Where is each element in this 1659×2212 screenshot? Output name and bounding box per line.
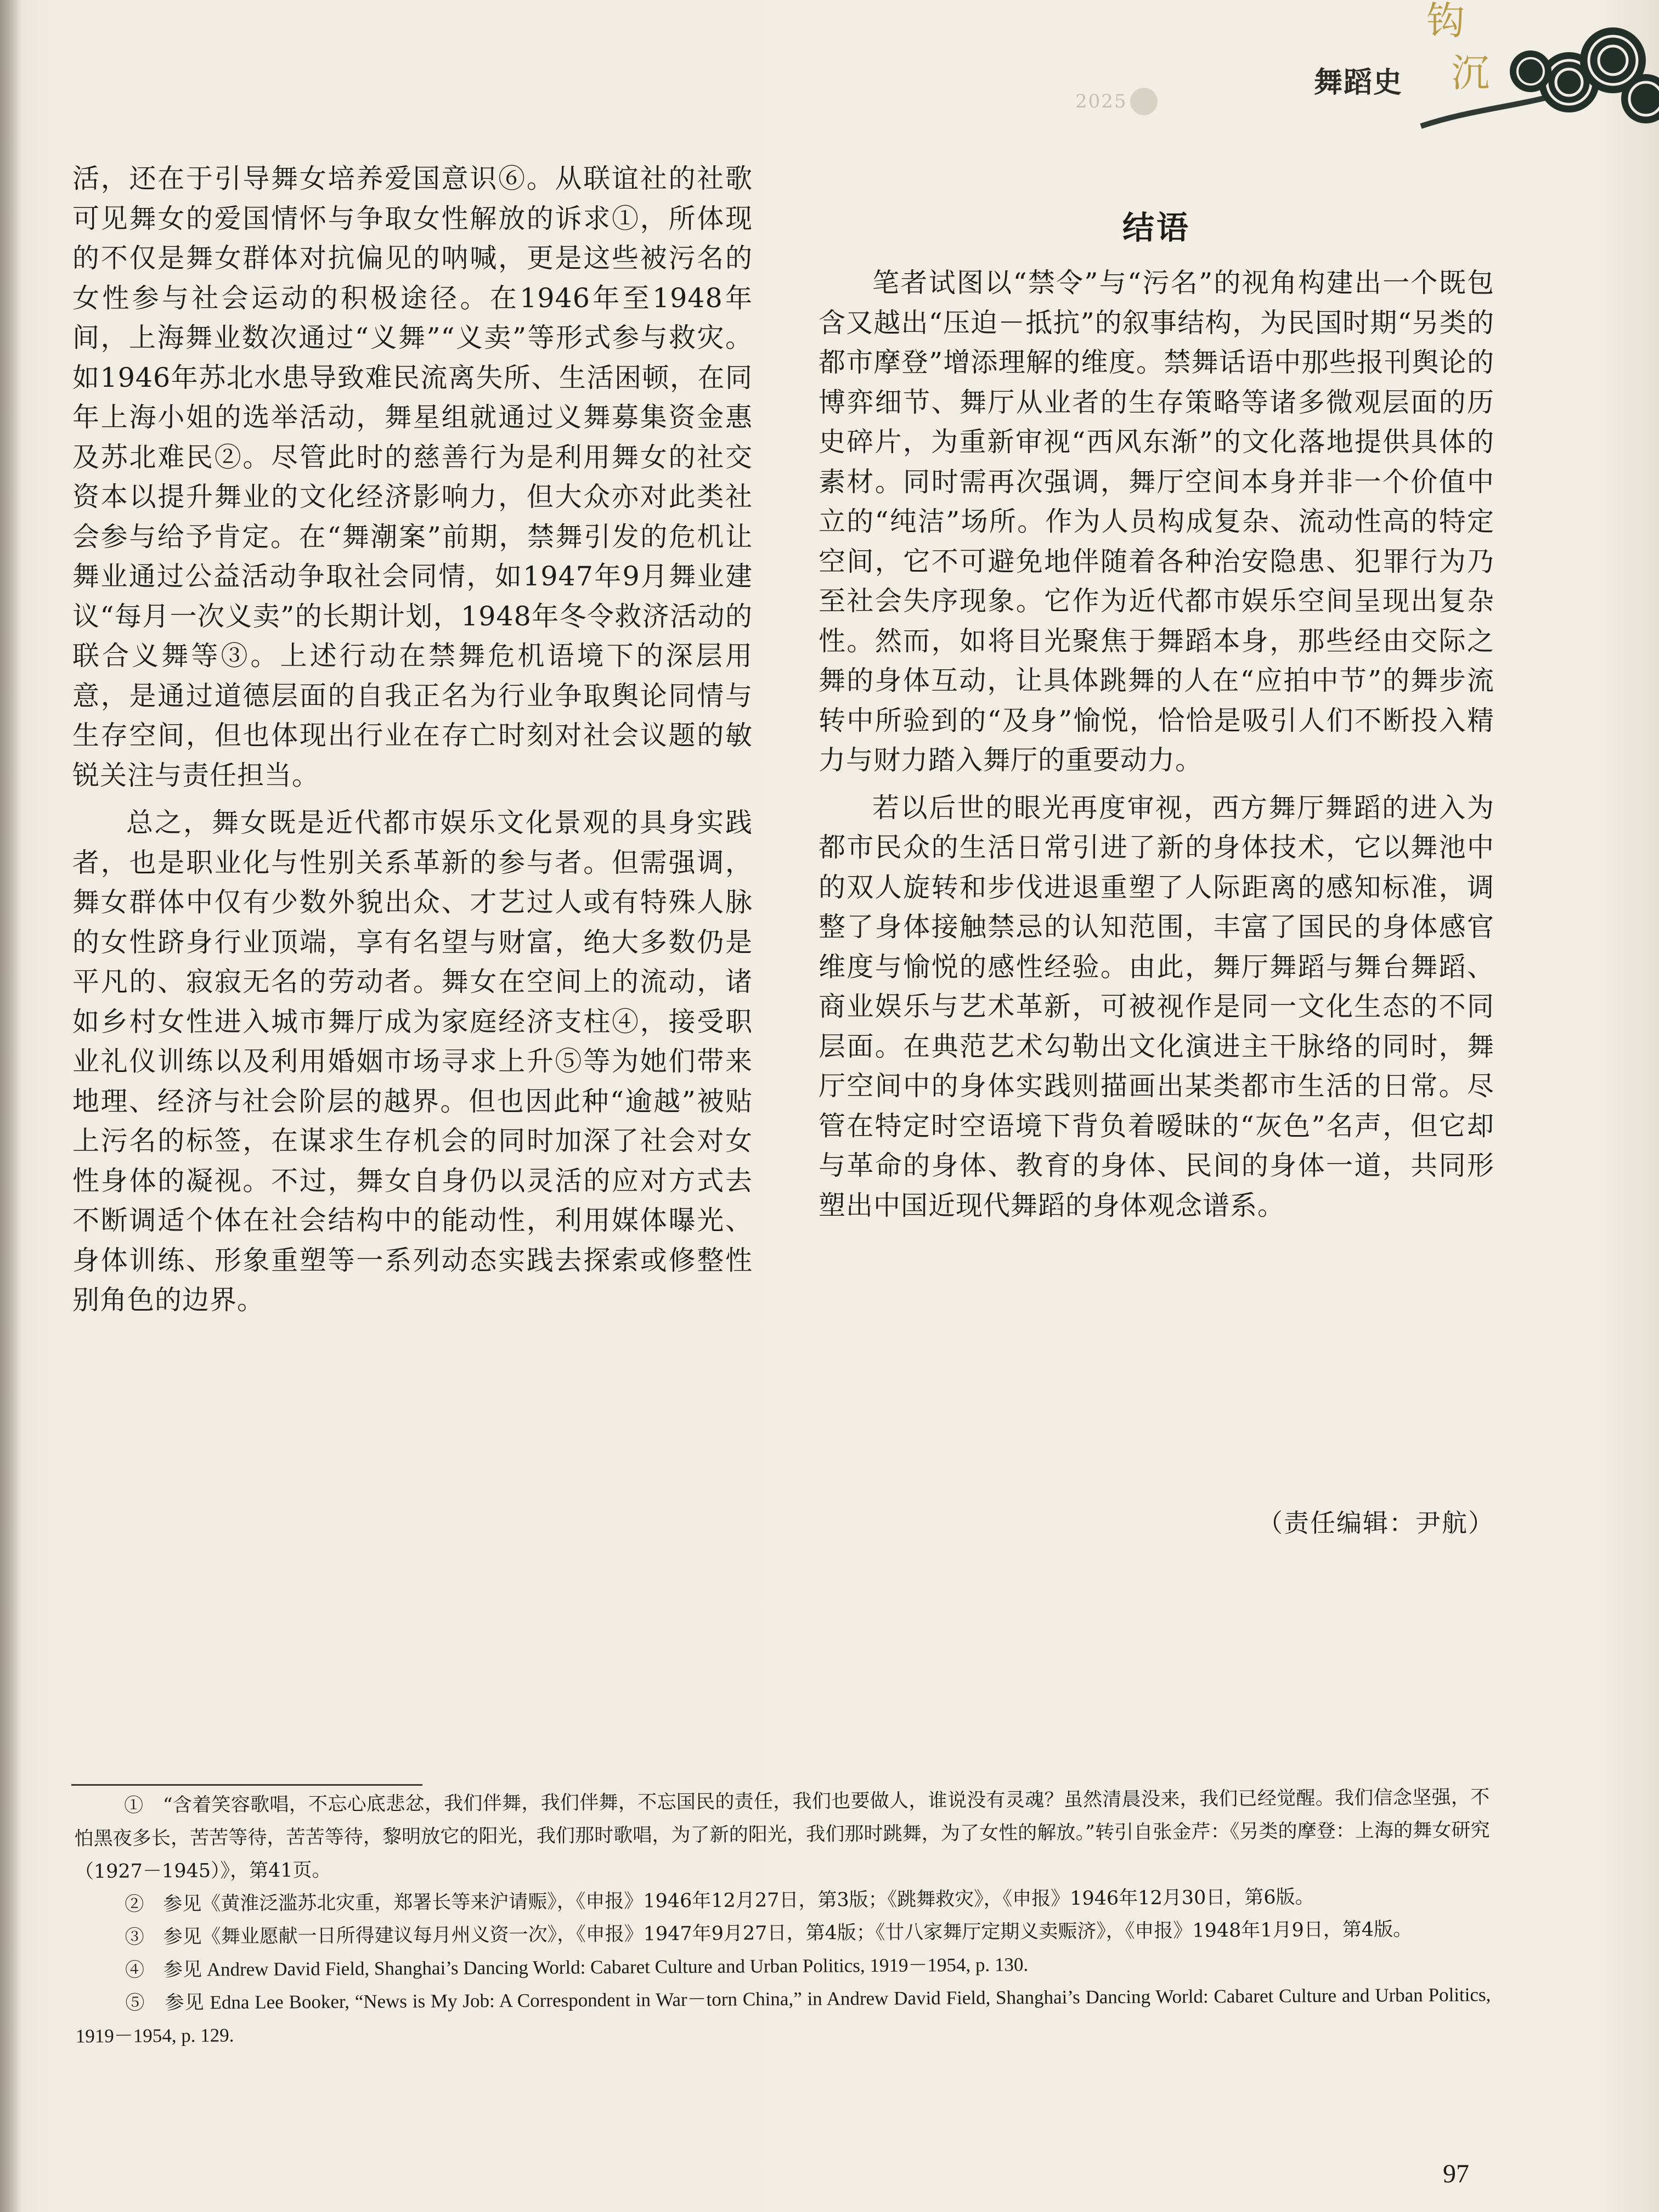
footnote-3: ③ 参见《舞业愿献一日所得建议每月州义资一次》，《申报》1947年9月27日，第4版；《廿八家舞厅定期义卖赈济》，《申报》1948年1月9日，第4版。 xyxy=(125,1918,1413,1949)
book-gutter-shadow xyxy=(0,0,22,2212)
left-column xyxy=(72,159,753,1321)
footnote-4: ④ 参见 Andrew David Field, Shanghai’s Dancing World: Cabaret Culture and Urban Politics, 1919－1954, p. 130. xyxy=(125,1954,1029,1981)
left-paragraph-2: 总之，舞女既是近代都市娱乐文化景观的具身实践者，也是职业化与性别关系革新的参与者。但需强调，舞女群体中仅有少数外貌出众、才艺过人或有特殊人脉的女性跻身行业顶端，享有名望与财富，绝大多数仍是平凡的、寂寂无名的劳动者。舞女在空间上的流动，诸如乡村女性进入城市舞厅成为家庭经济支柱④，接受职业礼仪训练以及利用婚姻市场寻求上升⑤等为她们带来地理、经济与社会阶层的越界。但也因此种“逾越”被贴上污名的标签，在谋求生存机会的同时加深了社会对女性身体的凝视。不过，舞女自身仍以灵活的应对方式去不断调适个体在社会结构中的能动性，利用媒体曝光、身体训练、形象重塑等一系列动态实践去探索或修整性别角色的边界。 xyxy=(72,807,753,1316)
footnotes xyxy=(74,1781,1491,2053)
conclusion-heading: 结语 xyxy=(1122,209,1190,246)
footnote-2: ② 参见《黄淮泛滥苏北灾重，郑署长等来沪请赈》，《申报》1946年12月27日，第3版；《跳舞救灾》，《申报》1946年12月30日，第6版。 xyxy=(125,1886,1314,1916)
page-number: 97 xyxy=(1443,2159,1469,2188)
brand-char-2: 沉 xyxy=(1451,50,1489,95)
right-paragraph-1: 笔者试图以“禁令”与“污名”的视角构建出一个既包含又越出“压迫－抵抗”的叙事结构，为民国时期“另类的都市摩登”增添理解的维度。禁舞话语中那些报刊舆论的博弈细节、舞厅从业者的生存策略等诸多微观层面的历史碎片，为重新审视“西风东渐”的文化落地提供具体的素材。同时需再次强调，舞厅空间本身并非一个价值中立的“纯洁”场所。作为人员构成复杂、流动性高的特定空间，它不可避免地伴随着各种治安隐患、犯罪行为乃至社会失序现象。它作为近代都市娱乐空间呈现出复杂性。然而，如将目光聚焦于舞蹈本身，那些经由交际之舞的身体互动，让具体跳舞的人在“应拍中节”的舞步流转中所验到的“及身”愉悦，恰恰是吸引人们不断投入精力与财力踏入舞厅的重要动力。 xyxy=(819,267,1494,776)
right-column xyxy=(819,263,1494,1226)
footnote-rule xyxy=(71,1784,422,1786)
responsible-editor: （责任编辑：尹航） xyxy=(1257,1508,1494,1538)
footnote-1: ① “含着笑容歌唱，不忘心底悲忿，我们伴舞，我们伴舞，不忘国民的责任，我们也要做人，谁说没有灵魂？虽然清晨没来，我们已经觉醒。我们信念坚强，不怕黑夜多长，苦苦等待，苦苦等待，黎明放它的阳光，我们那时歌唱，为了新的阳光，我们那时跳舞，为了女性的解放。”转引自张金芹：《另类的摩登：上海的舞女研究（1927－1945）》，第41页。 xyxy=(74,1786,1490,1883)
ghost-bleed-circle xyxy=(1130,88,1158,115)
brand-char-1: 钩 xyxy=(1426,0,1465,43)
ghost-bleed-text: 2025 xyxy=(1075,91,1127,112)
right-paragraph-2: 若以后世的眼光再度审视，西方舞厅舞蹈的进入为都市民众的生活日常引进了新的身体技术，它以舞池中的双人旋转和步伐进退重塑了人际距离的感知标准，调整了身体接触禁忌的认知范围，丰富了国民的身体感官维度与愉悦的感性经验。由此，舞厅舞蹈与舞台舞蹈、商业娱乐与艺术革新，可被视作是同一文化生态的不同层面。在典范艺术勾勒出文化演进主干脉络的同时，舞厅空间中的身体实践则描画出某类都市生活的日常。尽管在特定时空语境下背负着暧昧的“灰色”名声，但它却与革命的身体、教育的身体、民间的身体一道，共同形塑出中国近现代舞蹈的身体观念谱系。 xyxy=(819,792,1494,1221)
section-title: 舞蹈史 xyxy=(1314,66,1403,99)
footnote-5: ⑤ 参见 Edna Lee Booker, “News is My Job: A Correspondent in War－torn China,” in Andrew David Field, Shanghai’s Dancing World: Cabaret Culture and Urban Politics, 1919－1954, p. 129. xyxy=(75,1984,1491,2047)
left-paragraph-1: 活，还在于引导舞女培养爱国意识⑥。从联谊社的社歌可见舞女的爱国情怀与争取女性解放的诉求①，所体现的不仅是舞女群体对抗偏见的呐喊，更是这些被污名的女性参与社会运动的积极途径。在1946年至1948年间，上海舞业数次通过“义舞”“义卖”等形式参与救灾。如1946年苏北水患导致难民流离失所、生活困顿，在同年上海小姐的选举活动，舞星组就通过义舞募集资金惠及苏北难民②。尽管此时的慈善行为是利用舞女的社交资本以提升舞业的文化经济影响力，但大众亦对此类社会参与给予肯定。在“舞潮案”前期，禁舞引发的危机让舞业通过公益活动争取社会同情，如1947年9月舞业建议“每月一次义卖”的长期计划，1948年冬令救济活动的联合义舞等③。上述行动在禁舞危机语境下的深层用意，是通过道德层面的自我正名为行业争取舆论同情与生存空间，但也体现出行业在存亡时刻对社会议题的敏锐关注与责任担当。 xyxy=(72,163,753,791)
